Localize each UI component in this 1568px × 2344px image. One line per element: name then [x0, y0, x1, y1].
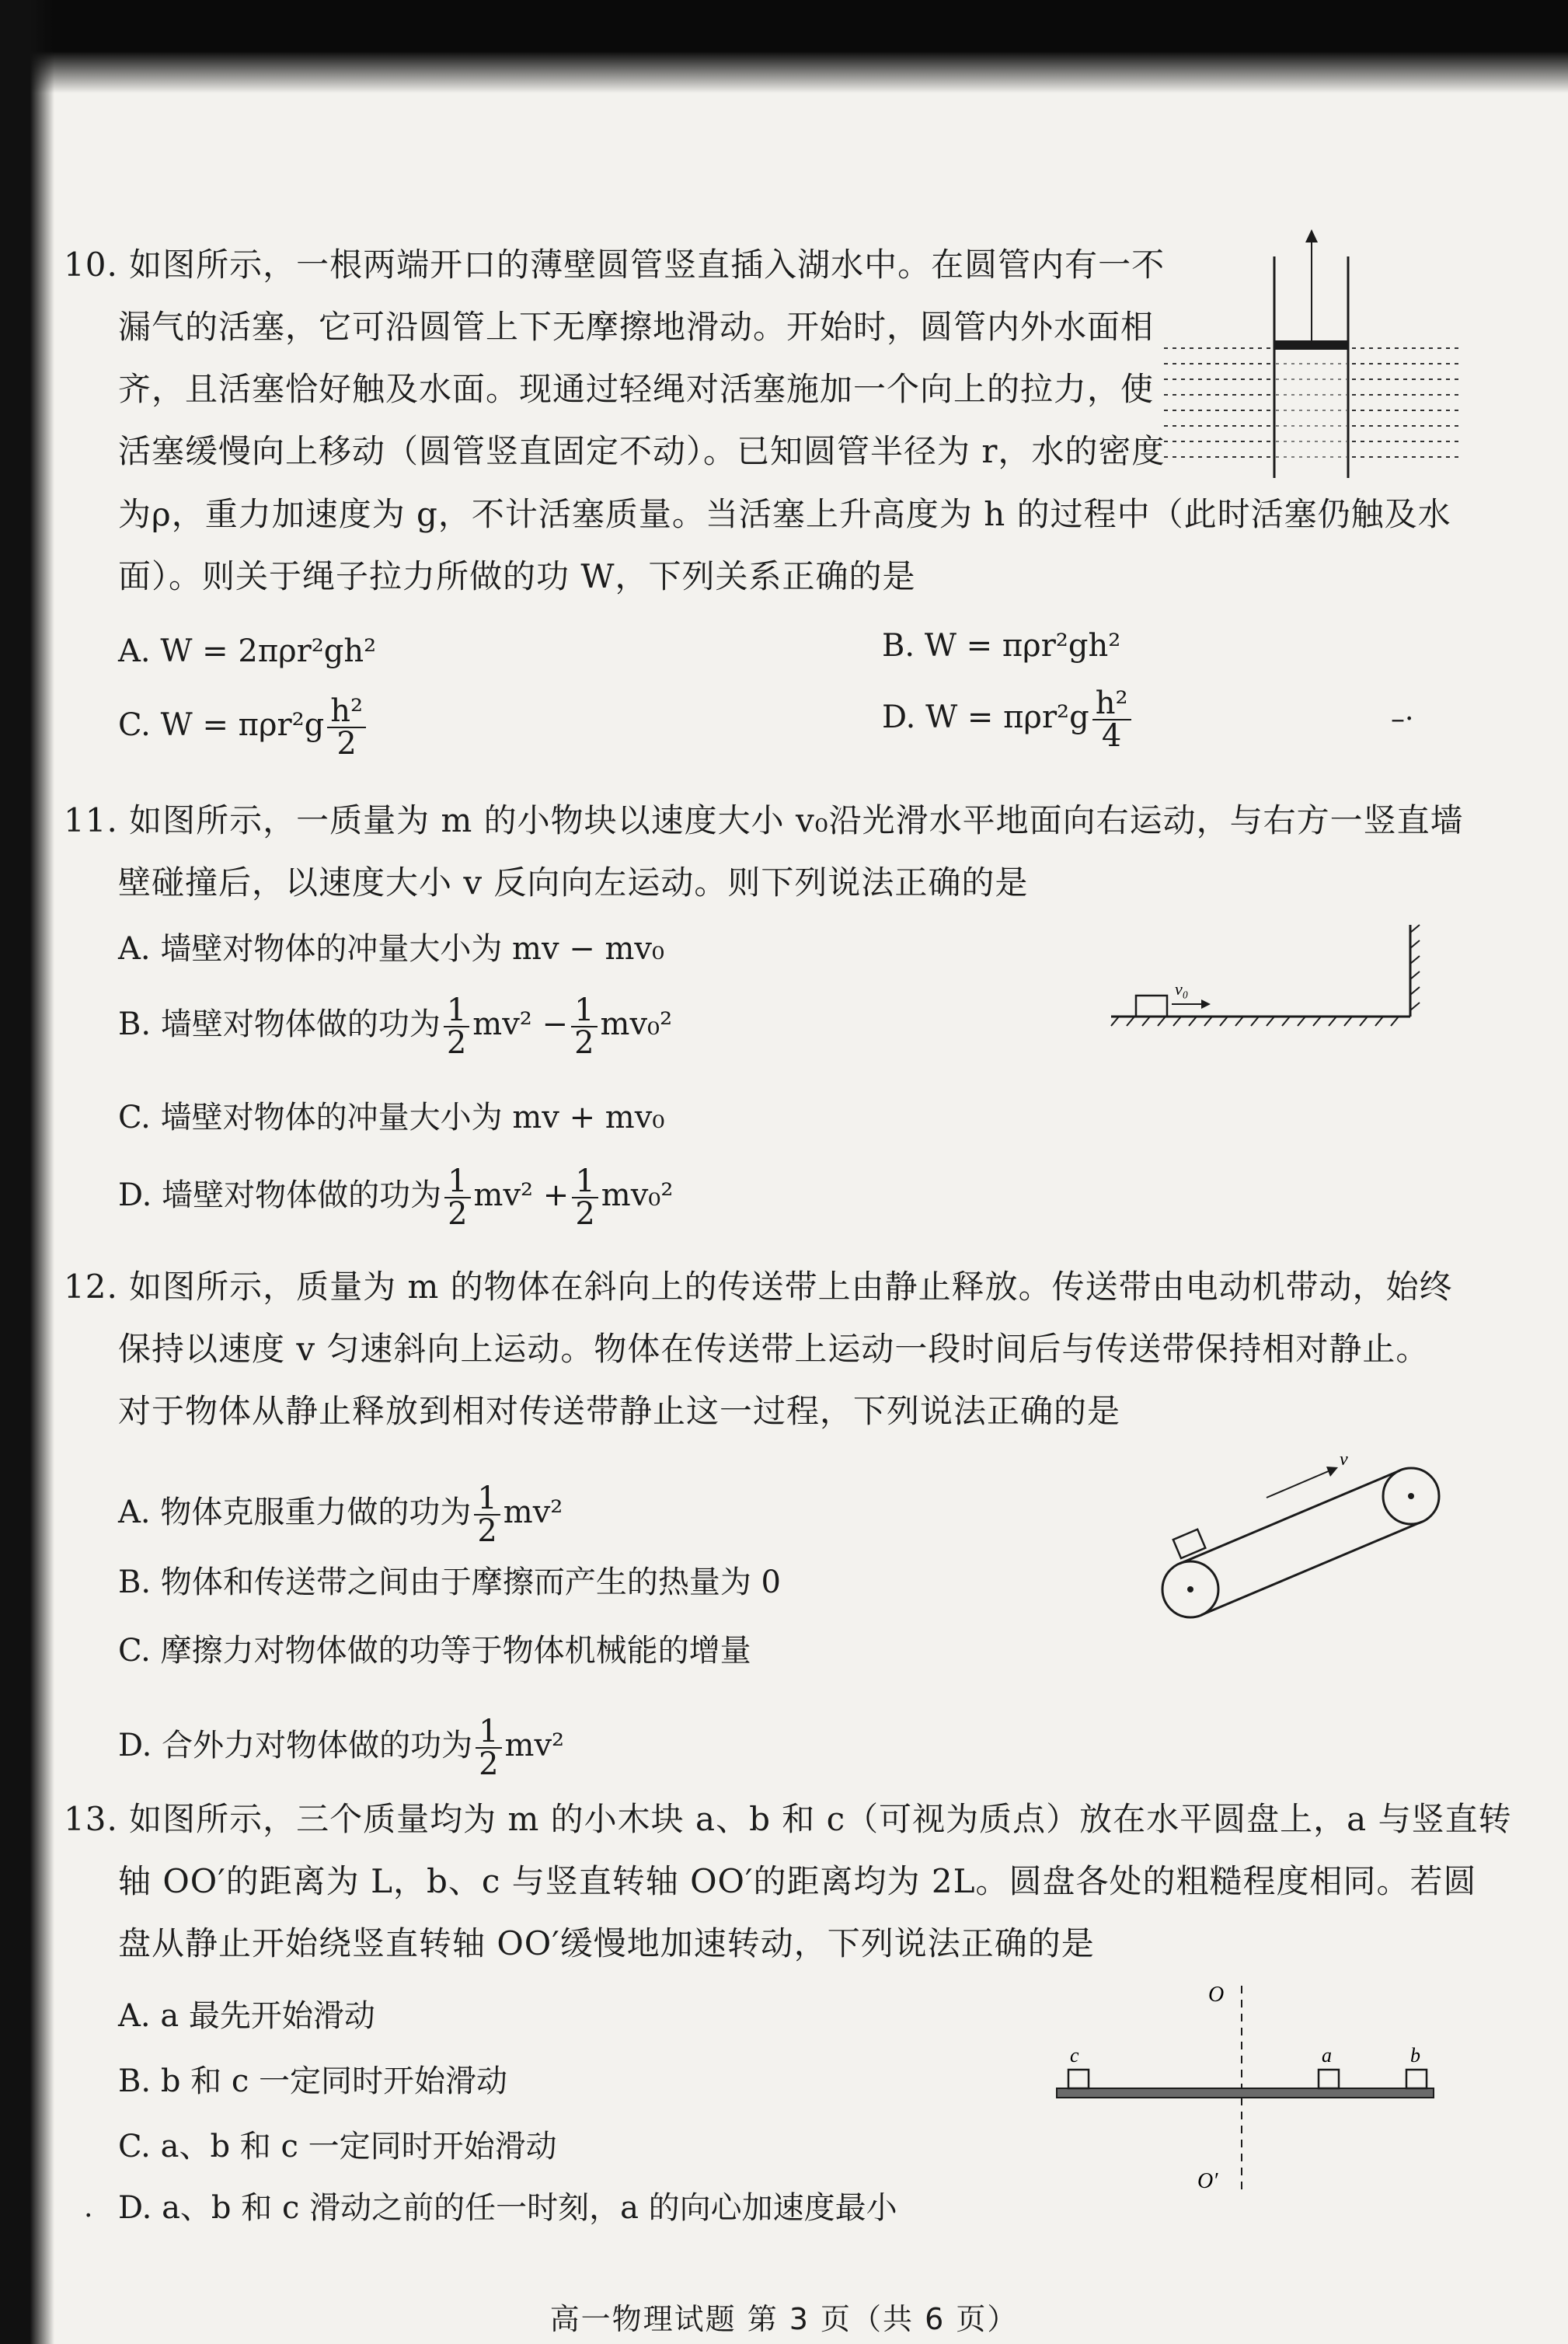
- q10-option-c-prefix: C. W = πρr²g: [118, 707, 325, 743]
- q11-option-d-den-2: 2: [575, 1196, 595, 1232]
- q11-option-b-num-2: 1: [571, 995, 597, 1027]
- q11-option-d-frac-2: [572, 1163, 598, 1232]
- q12-option-d-prefix: D. 合外力对物体做的功为: [118, 1728, 473, 1763]
- q12-option-c: C. 摩擦力对物体做的功等于物体机械能的增量: [118, 1633, 751, 1669]
- q12-option-a-den: 2: [477, 1513, 497, 1549]
- q10-option-b: B. W = πρr²gh²: [882, 628, 1121, 664]
- q11-option-b-den-1: 2: [446, 1025, 467, 1061]
- q12-line-3: 对于物体从静止释放到相对传送带静止这一过程，下列说法正确的是: [118, 1392, 1121, 1430]
- q11-option-b: [118, 992, 673, 1061]
- q10-line-6: 面）。则关于绳子拉力所做的功 W，下列关系正确的是: [118, 557, 916, 595]
- q11-option-d-mid: mv² +: [473, 1177, 570, 1213]
- q12-option-d-fraction: [476, 1716, 501, 1780]
- q12-option-a: [118, 1483, 563, 1547]
- q12-option-d-num: 1: [476, 1716, 501, 1749]
- q10-option-d-prefix: D. W = πρr²g: [882, 699, 1089, 735]
- q11-option-d-num-2: 1: [572, 1166, 598, 1198]
- q13-block-a-label: a: [1322, 2044, 1332, 2067]
- q11-line-2: 壁碰撞后，以速度大小 v 反向向左运动。则下列说法正确的是: [118, 863, 1029, 902]
- q10-option-d-den: 4: [1101, 718, 1122, 754]
- q13-axis-label-bottom: O′: [1197, 2169, 1218, 2193]
- q13-option-a: A. a 最先开始滑动: [118, 1998, 375, 2034]
- q10-line-1: 10. 如图所示，一根两端开口的薄壁圆管竖直插入湖水中。在圆管内有一不: [64, 246, 1166, 284]
- margin-dot-mark: .: [84, 2192, 93, 2224]
- q12-option-b: B. 物体和传送带之间由于摩擦而产生的热量为 0: [118, 1564, 781, 1600]
- q13-line-2: 轴 OO′的距离为 L，b、c 与竖直转轴 OO′的距离均为 2L。圆盘各处的粗糙程度相同。若圆: [118, 1862, 1477, 1900]
- q10-line-5: 为ρ，重力加速度为 g，不计活塞质量。当活塞上升高度为 h 的过程中（此时活塞仍触及水: [118, 495, 1451, 533]
- q11-option-c: C. 墙壁对物体的冲量大小为 mv + mv₀: [118, 1100, 665, 1135]
- q12-option-d-end: mv²: [504, 1728, 565, 1763]
- q10-tube-figure: [1158, 225, 1469, 482]
- q13-line-1: 13. 如图所示，三个质量均为 m 的小木块 a、b 和 c（可视为质点）放在水平圆盘上，a 与竖直转: [64, 1800, 1512, 1838]
- q10-option-d-fraction: [1092, 685, 1131, 754]
- q12-figure-velocity-label: v: [1340, 1449, 1348, 1470]
- q13-option-c: C. a、b 和 c 一定同时开始滑动: [118, 2129, 557, 2164]
- q10-option-c: [118, 693, 369, 762]
- q11-option-d-num-1: 1: [444, 1166, 470, 1198]
- q11-option-b-prefix: B. 墙壁对物体做的功为: [118, 1006, 441, 1042]
- q13-axis-label-top: O: [1208, 1983, 1225, 2007]
- q10-option-d-num: h²: [1092, 688, 1131, 720]
- q13-option-d: D. a、b 和 c 滑动之前的任一时刻，a 的向心加速度最小: [118, 2190, 897, 2226]
- q11-option-d-den-1: 2: [448, 1196, 468, 1232]
- q12-option-d: [118, 1716, 564, 1780]
- q13-block-c-label: c: [1070, 2044, 1079, 2067]
- q10-option-c-den: 2: [336, 726, 357, 762]
- q12-option-a-end: mv²: [503, 1495, 563, 1530]
- q10-line-4: 活塞缓慢向上移动（圆管竖直固定不动）。已知圆管半径为 r，水的密度: [118, 432, 1166, 470]
- q10-line-3: 齐，且活塞恰好触及水面。现通过轻绳对活塞施加一个向上的拉力，使: [118, 370, 1155, 408]
- q11-option-d-end: mv₀²: [601, 1177, 674, 1213]
- q11-option-b-end: mv₀²: [600, 1006, 673, 1042]
- q12-option-a-num: 1: [474, 1483, 500, 1516]
- q12-option-a-prefix: A. 物体克服重力做的功为: [118, 1495, 472, 1530]
- q13-disk-figure: [1045, 1978, 1449, 2203]
- q11-option-d: [118, 1163, 674, 1232]
- q11-line-1: 11. 如图所示，一质量为 m 的小物块以速度大小 v₀沿光滑水平地面向右运动，与右方一竖直墙: [64, 801, 1464, 839]
- q13-line-3: 盘从静止开始绕竖直转轴 OO′缓慢地加速转动，下列说法正确的是: [118, 1924, 1095, 1962]
- q11-option-b-num-1: 1: [444, 995, 469, 1027]
- q12-option-d-den: 2: [479, 1746, 499, 1782]
- q11-option-d-prefix: D. 墙壁对物体做的功为: [118, 1177, 442, 1213]
- q13-block-b-label: b: [1410, 2044, 1420, 2067]
- q10-option-a: A. W = 2πρr²gh²: [118, 633, 377, 669]
- q11-option-b-mid: mv² −: [472, 1006, 569, 1042]
- q11-figure-velocity-label: v₀: [1175, 979, 1189, 999]
- q12-line-2: 保持以速度 v 匀速斜向上运动。物体在传送带上运动一段时间后与传送带保持相对静止。: [118, 1330, 1430, 1368]
- q13-option-b: B. b 和 c 一定同时开始滑动: [118, 2063, 507, 2099]
- q12-line-1: 12. 如图所示，质量为 m 的物体在斜向上的传送带上由静止释放。传送带由电动机带动，始终: [64, 1268, 1453, 1306]
- q11-option-d-frac-1: [444, 1163, 470, 1232]
- q12-option-a-fraction: [474, 1483, 500, 1547]
- q10-option-c-num: h²: [327, 696, 366, 728]
- q12-conveyor-figure: [1150, 1442, 1445, 1628]
- q11-option-a: A. 墙壁对物体的冲量大小为 mv − mv₀: [118, 931, 665, 967]
- margin-dash-mark: –·: [1391, 703, 1414, 735]
- q11-option-b-den-2: 2: [574, 1025, 594, 1061]
- q11-option-b-frac-2: [571, 992, 597, 1061]
- q10-line-2: 漏气的活塞，它可沿圆管上下无摩擦地滑动。开始时，圆管内外水面相: [118, 308, 1155, 346]
- q11-wall-figure: [1103, 917, 1437, 1034]
- q11-option-b-frac-1: [444, 992, 469, 1061]
- q10-option-c-fraction: [327, 693, 366, 762]
- q10-option-d: [882, 685, 1134, 754]
- page-footer: 高一物理试题 第 3 页（共 6 页）: [549, 2302, 1019, 2336]
